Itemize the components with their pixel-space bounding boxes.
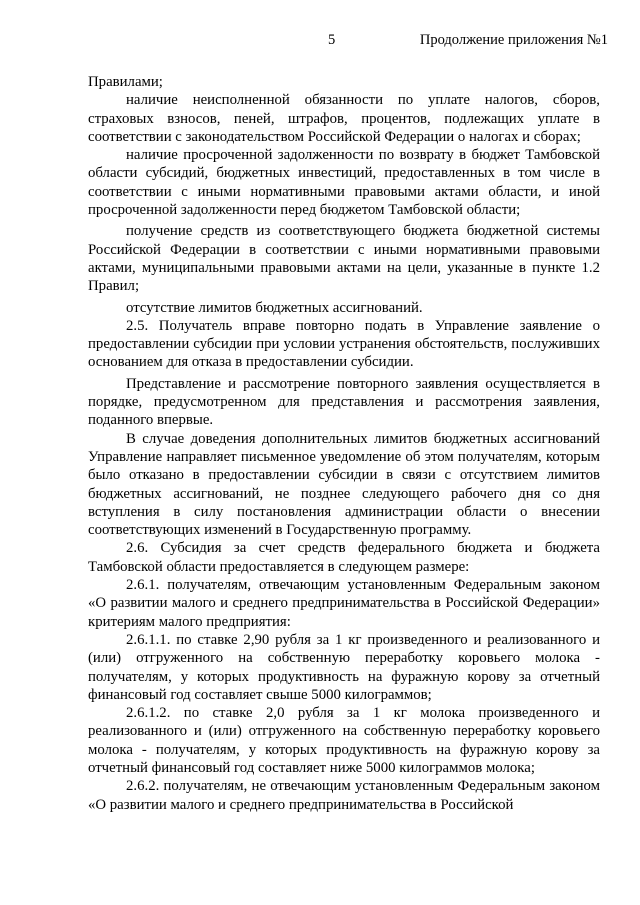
paragraph: Представление и рассмотрение повторного заявления осуществляется в порядке, предусмотренном для представления и рассмотрения заявления, поданного впервые. [88,375,600,429]
paragraph: 2.6. Субсидия за счет средств федерального бюджета и бюджета Тамбовской области предоставляется в следующем размере: [88,540,600,575]
paragraph: 2.6.1.1. по ставке 2,90 рубля за 1 кг произведенного и реализованного и (или) отгруженного на собственную переработку коровьего молока - получателям, у которых продуктивность на фуражную корову за отчетный финансовый год составляет свыше 5000 килограммов; [88,631,600,703]
paragraph: 2.5. Получатель вправе повторно подать в Управление заявление о предоставлении субсидии при условии устранения обстоятельств, послуживших основанием для отказа в предоставлении субсидии. [88,317,600,371]
paragraph: В случае доведения дополнительных лимитов бюджетных ассигнований Управление направляет письменное уведомление об этом получателям, которым было отказано в предоставлении субсидии в связи с отсутствием лимитов бюджетных ассигнований, не позднее следующего рабочего дня со дня вступления в силу постановления администрации области о внесении соответствующих изменений в Государственную программу. [88,430,600,539]
paragraph: наличие просроченной задолженности по возврату в бюджет Тамбовской области субсидий, бюджетных инвестиций, предоставленных в том числе в соответствии с иными нормативными правовыми актами области, и иной просроченной задолженности перед бюджетом Тамбовской области; [88,147,600,219]
paragraph: отсутствие лимитов бюджетных ассигнований. [126,299,423,316]
paragraph: 2.6.1. получателям, отвечающим установленным Федеральным законом «О развитии малого и среднего предпринимательства в Российской Федерации» критериям малого предприятия: [88,577,600,630]
paragraph: наличие неисполненной обязанности по уплате налогов, сборов, страховых взносов, пеней, штрафов, процентов, подлежащих уплате в соответствии с законодательством Российской Федерации о налогах и сборах; [88,92,600,145]
page-header [0,32,640,52]
paragraph: 2.6.2. получателям, не отвечающим установленным Федеральным законом «О развитии малого и среднего предпринимательства в Российской [88,778,600,813]
page-number: 5 [328,32,336,48]
document-body [88,73,600,814]
paragraph: 2.6.1.2. по ставке 2,0 рубля за 1 кг молока произведенного и реализованного и (или) отгруженного на собственную переработку коровьего молока - получателям, у которых продуктивность на фуражную корову за отчетный финансовый год составляет ниже 5000 килограммов молока; [88,705,600,776]
appendix-continuation-label: Продолжение приложения №1 [419,32,608,48]
paragraph: получение средств из соответствующего бюджета бюджетной системы Российской Федерации в соответствии с иными нормативными правовыми актами, муниципальными правовыми актами на цели, указанные в пункте 1.2 Правил; [88,223,600,295]
paragraph: Правилами; [88,74,163,90]
